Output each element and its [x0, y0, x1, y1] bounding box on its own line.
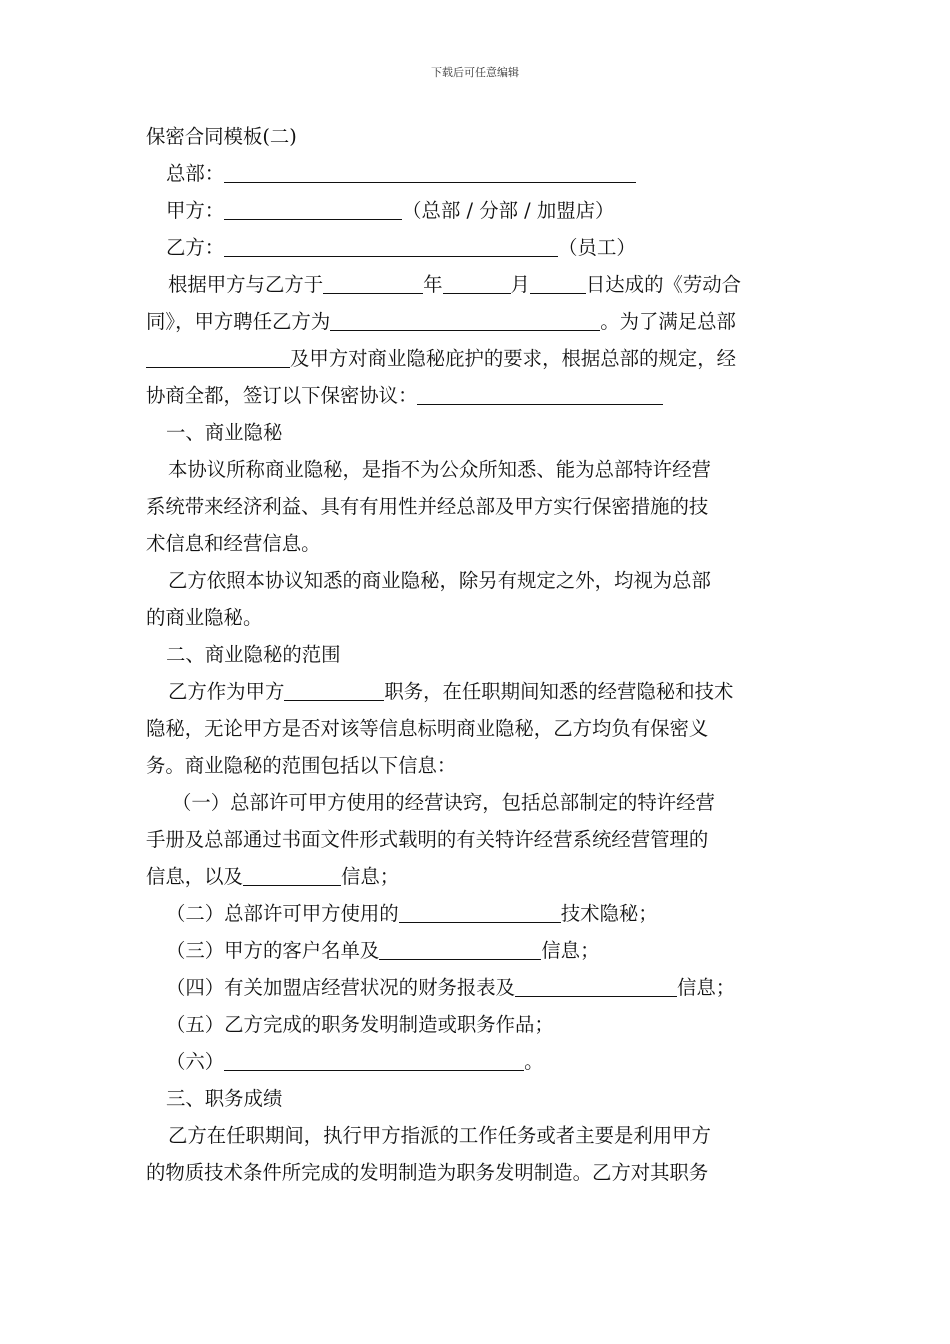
- section-3-heading: 三、职务成绩: [166, 1087, 283, 1110]
- s2-text: 乙方作为甲方: [168, 680, 285, 703]
- s1-p1-l1: 本协议所称商业隐秘，是指不为公众所知悉、能为总部特许经营: [168, 458, 711, 481]
- year-label: 年: [423, 273, 443, 296]
- s1-p2-l1: 乙方依照本协议知悉的商业隐秘，除另有规定之外，均视为总部: [168, 569, 711, 592]
- item-3: [146, 932, 806, 969]
- hq-blank[interactable]: [224, 164, 636, 183]
- duty-blank[interactable]: [284, 682, 384, 701]
- intro-text: 协商全都，签订以下保密协议：: [146, 384, 418, 407]
- item-text: 信息；: [340, 865, 400, 888]
- item-1-l2: 手册及总部通过书面文件形式载明的有关特许经营系统经营管理的: [146, 828, 709, 851]
- intro-text: 根据甲方与乙方于: [168, 273, 324, 296]
- item-text: 。: [524, 1050, 544, 1073]
- item-text: 信息，以及: [146, 865, 243, 888]
- intro-text: 同》，甲方聘任乙方为: [146, 310, 331, 333]
- item-1-l3: [146, 858, 806, 895]
- item-1-blank[interactable]: [243, 867, 341, 886]
- party-a-label: 甲方：: [166, 199, 225, 222]
- agreement-blank[interactable]: [417, 386, 663, 405]
- document-title: 保密合同模板(二): [146, 125, 297, 148]
- year-blank[interactable]: [323, 275, 423, 294]
- s3-p1-l1: 乙方在任职期间，执行甲方指派的工作任务或者主要是利用甲方: [168, 1124, 711, 1147]
- s1-p1-l2: 系统带来经济利益、具有有用性并经总部及甲方实行保密措施的技: [146, 495, 709, 518]
- item-text: 信息；: [677, 976, 736, 999]
- s2-p1-l2: 隐秘，无论甲方是否对该等信息标明商业隐秘，乙方均负有保密义: [146, 717, 709, 740]
- page-header: 下载后可任意编辑: [431, 66, 519, 79]
- month-blank[interactable]: [443, 275, 511, 294]
- item-4: [146, 969, 806, 1006]
- hq-name-blank[interactable]: [146, 349, 290, 368]
- document-body: [146, 118, 806, 1191]
- item-6-blank[interactable]: [224, 1052, 524, 1071]
- item-3-blank[interactable]: [379, 941, 541, 960]
- item-5: （五）乙方完成的职务发明制造或职务作品；: [166, 1013, 554, 1036]
- hq-field-row: [146, 155, 806, 192]
- item-text: （四）有关加盟店经营状况的财务报表及: [166, 976, 516, 999]
- section-1-heading: 一、商业隐秘: [166, 421, 283, 444]
- s2-p1-l1: [146, 673, 806, 710]
- s1-p1-l3: 术信息和经营信息。: [146, 532, 321, 555]
- party-b-row: [146, 229, 806, 266]
- month-label: 月: [510, 273, 530, 296]
- intro-line-2: [146, 303, 806, 340]
- party-b-note: （员工）: [558, 236, 636, 259]
- item-1-l1: （一）总部许可甲方使用的经营诀窍，包括总部制定的特许经营: [172, 791, 715, 814]
- item-2-blank[interactable]: [399, 904, 561, 923]
- section-2-heading: 二、商业隐秘的范围: [166, 643, 341, 666]
- hq-label: 总部：: [166, 162, 225, 185]
- position-blank[interactable]: [330, 312, 600, 331]
- s3-p1-l2: 的物质技术条件所完成的发明制造为职务发明制造。乙方对其职务: [146, 1161, 709, 1184]
- party-a-note: （总部 / 分部 / 加盟店）: [402, 199, 615, 222]
- party-b-blank[interactable]: [224, 238, 558, 257]
- party-a-blank[interactable]: [224, 201, 402, 220]
- item-text: 技术隐秘；: [560, 902, 658, 925]
- party-b-label: 乙方：: [166, 236, 225, 259]
- item-text: 信息；: [541, 939, 600, 962]
- intro-text: 及甲方对商业隐秘庇护的要求，根据总部的规定，经: [290, 347, 736, 370]
- item-6: [146, 1043, 806, 1080]
- intro-line-1: [146, 266, 806, 303]
- s2-p1-l3: 务。商业隐秘的范围包括以下信息：: [146, 754, 457, 777]
- intro-text: 日达成的《劳动合: [585, 273, 742, 296]
- item-text: （三）甲方的客户名单及: [166, 939, 380, 962]
- item-4-blank[interactable]: [515, 978, 677, 997]
- s2-text: 职务，在任职期间知悉的经营隐秘和技术: [384, 680, 734, 703]
- s1-p2-l2: 的商业隐秘。: [146, 606, 263, 629]
- day-blank[interactable]: [530, 275, 586, 294]
- item-text: （二）总部许可甲方使用的: [166, 902, 399, 925]
- intro-line-3: [146, 340, 806, 377]
- item-text: （六）: [166, 1050, 225, 1073]
- intro-line-4: [146, 377, 806, 414]
- item-2: [146, 895, 806, 932]
- party-a-row: [146, 192, 806, 229]
- intro-text: 。为了满足总部: [600, 310, 736, 333]
